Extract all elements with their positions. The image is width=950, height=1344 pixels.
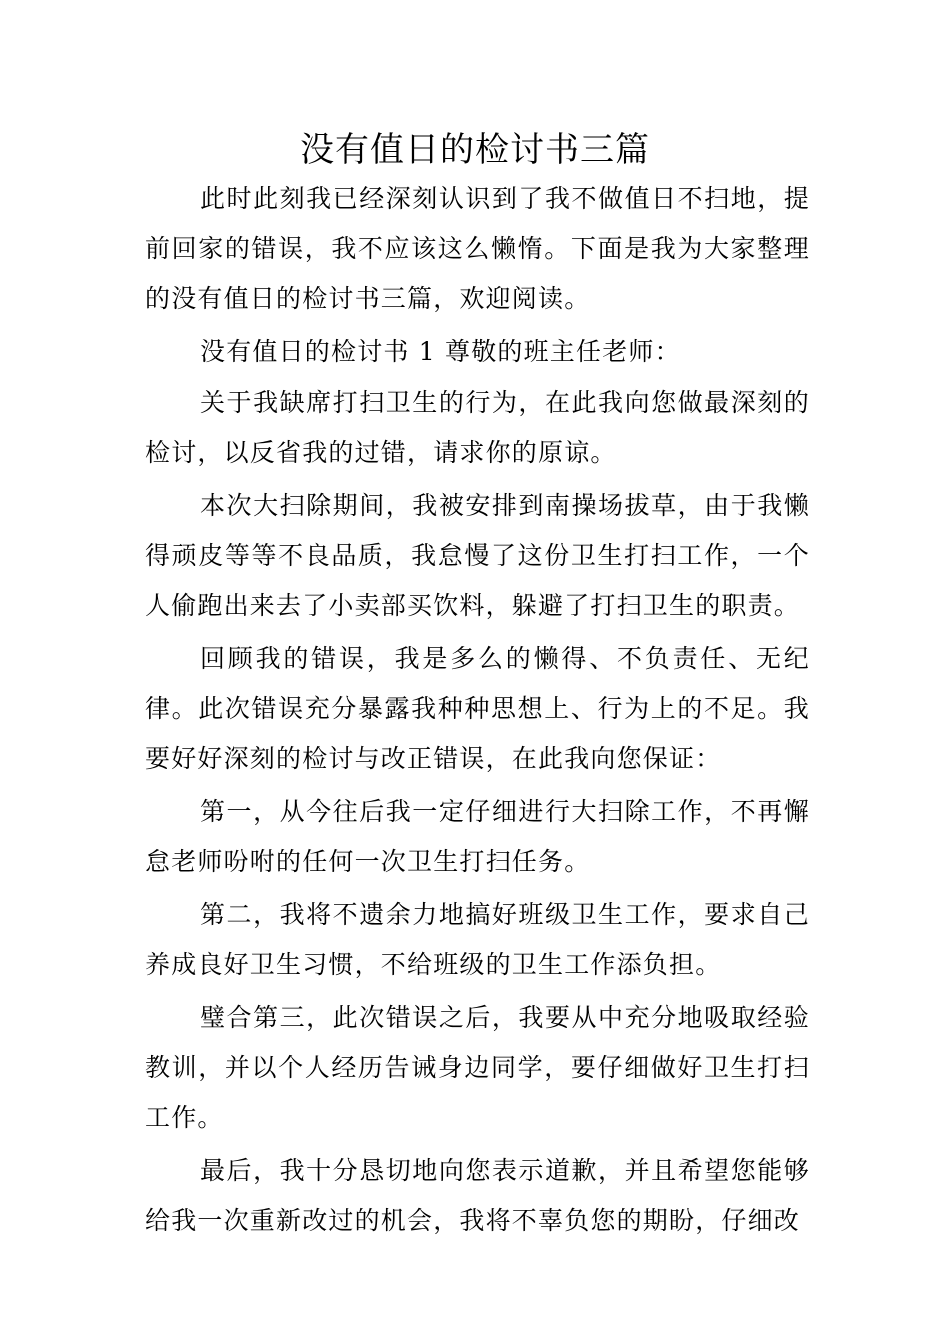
paragraph-3: 回顾我的错误，我是多么的懒得、不负责任、无纪律。此次错误充分暴露我种种思想上、行为上的不足。我要好好深刻的检讨与改正错误，在此我向您保证： [145, 644, 810, 773]
paragraph-2: 本次大扫除期间，我被安排到南操场拔草，由于我懒得顽皮等等不良品质，我怠慢了这份卫生打扫工作，一个人偷跑出来去了小卖部买饮料，躲避了打扫卫生的职责。 [145, 491, 810, 620]
paragraph-intro: 此时此刻我已经深刻认识到了我不做值日不扫地，提前回家的错误，我不应该这么懒惰。下面是我为大家整理的没有值日的检讨书三篇，欢迎阅读。 [145, 184, 810, 313]
paragraph-5: 第二，我将不遗余力地搞好班级卫生工作，要求自己养成良好卫生习惯，不给班级的卫生工作添负担。 [145, 900, 810, 979]
paragraph-1: 关于我缺席打扫卫生的行为，在此我向您做最深刻的检讨，以反省我的过错，请求你的原谅。 [145, 388, 810, 467]
document-body [145, 174, 810, 1249]
paragraph-7: 最后，我十分恳切地向您表示道歉，并且希望您能够给我一次重新改过的机会，我将不辜负您的期盼，仔细改 [145, 1156, 810, 1235]
paragraph-salutation: 没有值日的检讨书 1 尊敬的班主任老师： [200, 337, 681, 366]
paragraph-6: 璧合第三，此次错误之后，我要从中充分地吸取经验教训，并以个人经历告诫身边同学，要仔细做好卫生打扫工作。 [145, 1003, 810, 1132]
document-title: 没有值日的检讨书三篇 [300, 130, 650, 170]
paragraph-4: 第一，从今往后我一定仔细进行大扫除工作，不再懈怠老师吩咐的任何一次卫生打扫任务。 [145, 797, 810, 876]
